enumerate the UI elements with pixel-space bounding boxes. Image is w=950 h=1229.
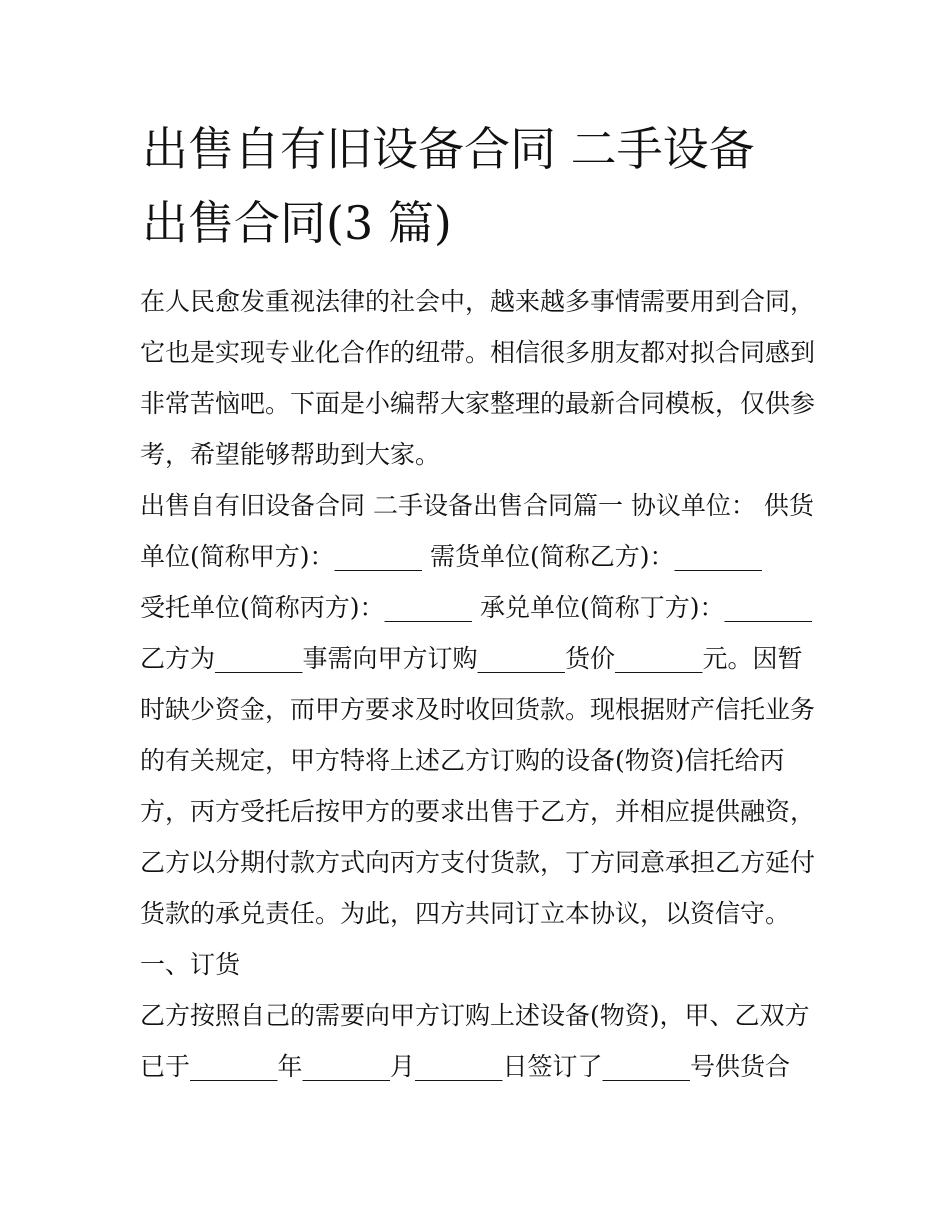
body-line: 乙方按照自己的需要向甲方订购上述设备(物资)，甲、乙双方 <box>140 1001 810 1030</box>
title-line-2: 出售合同(3 篇) <box>142 196 452 250</box>
body-line: 时缺少资金，而甲方要求及时收回货款。现根据财产信托业务 <box>140 695 816 724</box>
body-line: 考，希望能够帮助到大家。 <box>140 440 441 469</box>
title-line-1: 出售自有旧设备合同 二手设备 <box>142 122 755 176</box>
body-line: 受托单位(简称丙方)：_______ 承兑单位(简称丁方)：_______ <box>140 593 812 622</box>
body-line: 货款的承兑责任。为此，四方共同订立本协议，以资信守。 <box>140 899 791 928</box>
body-line: 单位(简称甲方)：_______ 需货单位(简称乙方)：_______ <box>140 542 762 571</box>
document-body <box>140 276 830 1092</box>
section-intro-line: 出售自有旧设备合同 二手设备出售合同篇一 协议单位： 供货 <box>140 491 814 520</box>
section-heading: 一、订货 <box>140 950 241 979</box>
body-line: 方，丙方受托后按甲方的要求出售于乙方，并相应提供融资， <box>140 797 816 826</box>
document-title <box>142 112 822 260</box>
body-line: 乙方以分期付款方式向丙方支付货款，丁方同意承担乙方延付 <box>140 848 816 877</box>
body-line: 的有关规定，甲方特将上述乙方订购的设备(物资)信托给丙 <box>140 746 785 775</box>
body-line: 非常苦恼吧。下面是小编帮大家整理的最新合同模板，仅供参 <box>140 389 816 418</box>
body-line: 它也是实现专业化合作的纽带。相信很多朋友都对拟合同感到 <box>140 338 816 367</box>
body-line: 乙方为_______事需向甲方订购_______货价_______元。因暂 <box>140 644 803 673</box>
body-line: 在人民愈发重视法律的社会中，越来越多事情需要用到合同， <box>140 287 816 316</box>
body-line: 已于_______年_______月_______日签订了_______号供货合 <box>140 1052 791 1081</box>
